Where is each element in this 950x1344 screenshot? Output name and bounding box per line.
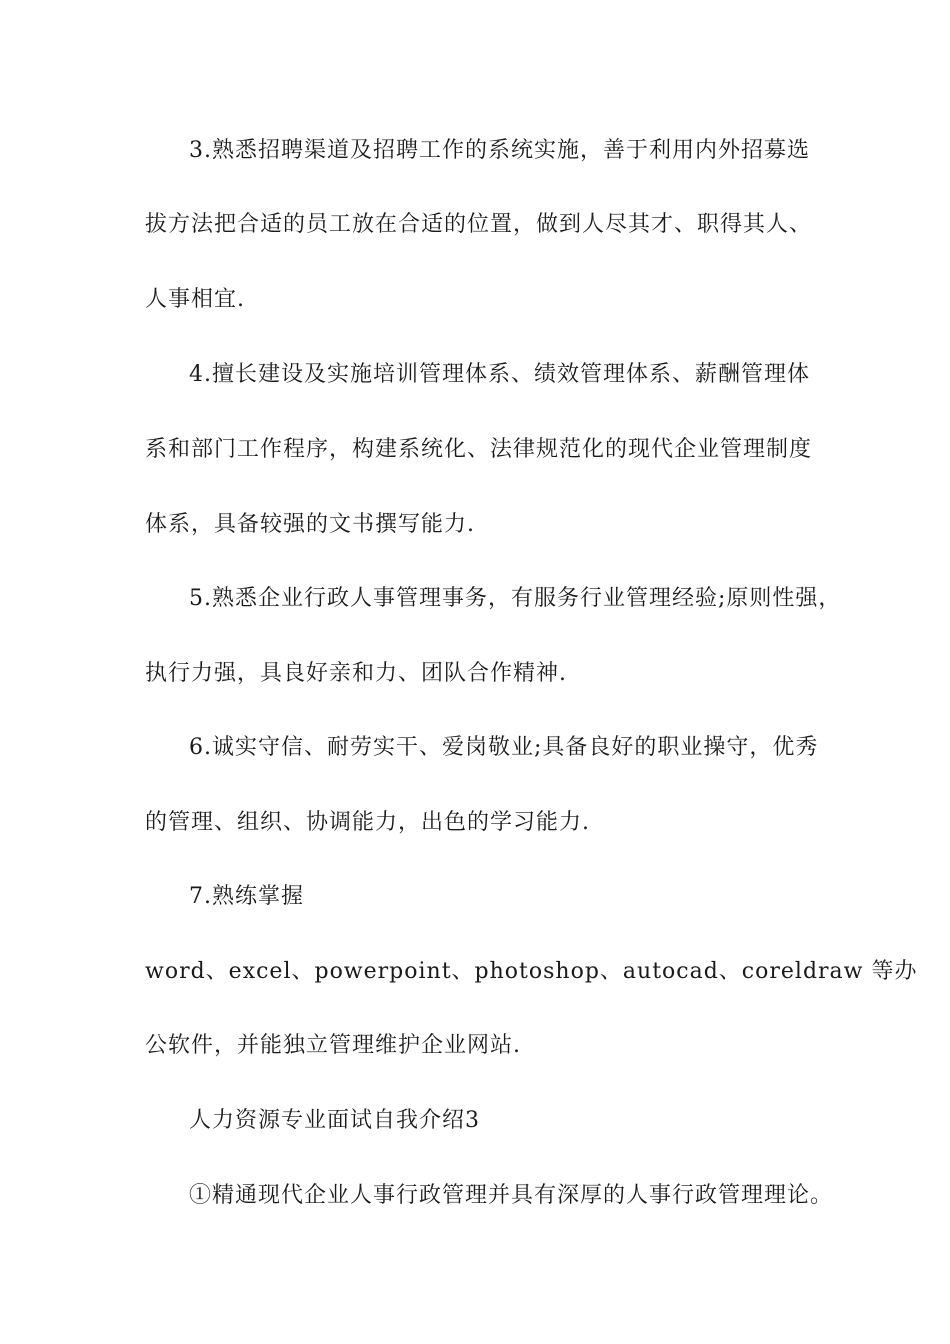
paragraph-circled-1: ①精通现代企业人事行政管理并具有深厚的人事行政管理理论。 — [189, 1183, 834, 1208]
paragraph-4-line-1: 4.擅长建设及实施培训管理体系、绩效管理体系、薪酬管理体 — [189, 362, 810, 387]
paragraph-3-line-3: 人事相宜. — [145, 287, 245, 312]
paragraph-4-line-2: 系和部门工作程序，构建系统化、法律规范化的现代企业管理制度 — [145, 437, 813, 462]
paragraph-4-line-3: 体系，具备较强的文书撰写能力. — [145, 512, 475, 537]
paragraph-5-line-1: 5.熟悉企业行政人事管理事务，有服务行业管理经验;原则性强， — [189, 586, 842, 611]
paragraph-5-line-2: 执行力强，具良好亲和力、团队合作精神. — [145, 661, 567, 686]
paragraph-6-line-2: 的管理、组织、协调能力，出色的学习能力. — [145, 810, 590, 835]
paragraph-7-line-3: 公软件，并能独立管理维护企业网站. — [145, 1033, 521, 1058]
paragraph-3-line-1: 3.熟悉招聘渠道及招聘工作的系统实施，善于利用内外招募选 — [189, 138, 810, 163]
paragraph-7-line-2: word、excel、powerpoint、photoshop、autocad、coreldraw 等办 — [145, 959, 918, 984]
paragraph-6-line-1: 6.诚实守信、耐劳实干、爱岗敬业;具备良好的职业操守，优秀 — [189, 735, 819, 760]
section-heading: 人力资源专业面试自我介绍3 — [189, 1108, 480, 1133]
paragraph-3-line-2: 拔方法把合适的员工放在合适的位置，做到人尽其才、职得其人、 — [145, 212, 813, 237]
paragraph-7-line-1: 7.熟练掌握 — [189, 884, 304, 909]
